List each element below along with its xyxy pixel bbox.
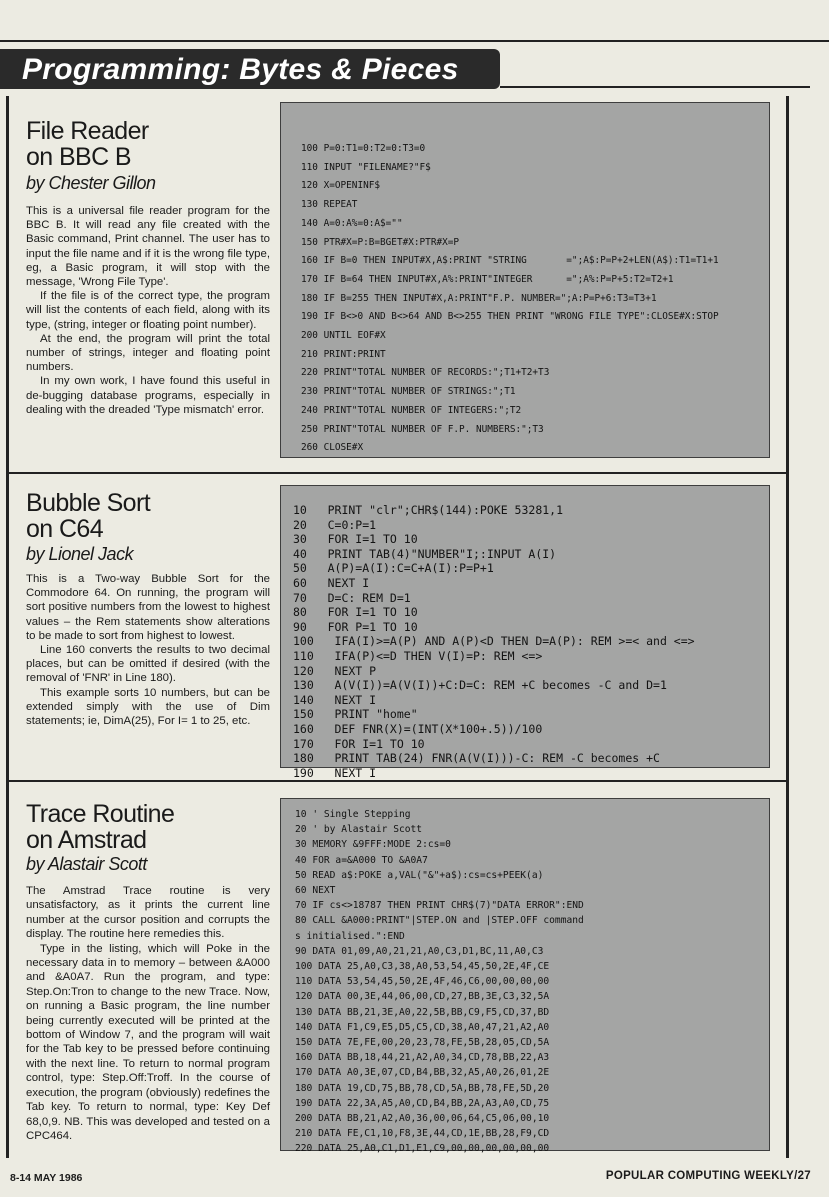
code-line: 130 A(V(I))=A(V(I))+C:D=C: REM +C becomes -C and D=1: [293, 678, 667, 693]
code-listing: [280, 485, 770, 780]
code-listing: [280, 102, 770, 458]
code-line: 20 C=0:P=1: [293, 517, 377, 532]
code-line: 100 P=0:T1=0:T2=0:T3=0: [301, 143, 426, 154]
code-line: 70 D=C: REM D=1: [293, 590, 411, 605]
banner-title: Programming: Bytes & Pieces: [22, 53, 459, 86]
code-line: 150 PTR#X=P:B=BGET#X:PTR#X=P: [301, 236, 460, 248]
issue-date: 8-14 MAY 1986: [10, 1172, 83, 1184]
code-line: 60 NEXT: [295, 885, 336, 897]
article-trace-routine: [14, 782, 784, 1158]
code-line: 190 NEXT I: [293, 765, 377, 780]
code-line: 230 PRINT"TOTAL NUMBER OF STRINGS:";T1: [301, 386, 516, 398]
code-line: 30 MEMORY &9FFF:MODE 2:cs=0: [295, 839, 451, 851]
page-folio: POPULAR COMPUTING WEEKLY/27: [605, 1170, 811, 1182]
code-line: 180 PRINT TAB(24) FNR(A(V(I)))-C: REM -C becomes +C: [293, 751, 660, 766]
article-title: [26, 490, 276, 542]
code-line: 140 NEXT I: [293, 692, 377, 707]
code-line: 140 A=0:A%=0:A$="": [301, 217, 403, 229]
code-line: 190 DATA 22,3A,A5,A0,CD,B4,BB,2A,A3,A0,CD,75: [295, 1097, 550, 1109]
title-line: Bubble Sort: [26, 489, 151, 517]
code-line: 120 NEXT P: [293, 663, 377, 678]
title-line: on C64: [26, 515, 104, 543]
code-line: 130 REPEAT: [301, 199, 358, 211]
code-line: 210 PRINT:PRINT: [301, 348, 386, 360]
code-line: 210 DATA FE,C1,10,F8,3E,44,CD,1E,BB,28,F9,CD: [295, 1128, 550, 1140]
body-paragraph: In my own work, I have found this useful in de-bugging database programs, especially in dealing with the dreaded 'Type mismatch' error.: [26, 375, 270, 416]
code-line: 90 DATA 01,09,A0,21,21,A0,C3,D1,BC,11,A0,C3: [295, 945, 544, 957]
code-line: 190 IF B<>0 AND B<>64 AND B<>255 THEN PRINT "WRONG FILE TYPE":CLOSE#X:STOP: [301, 311, 719, 323]
code-line: 260 CLOSE#X: [301, 442, 364, 454]
body-paragraph: This is a universal file reader program for the BBC B. It will read any file created with the Basic command, Print channel. The user has to input the file name and if it is the wrong file type, eg, a Basic program, it will stop with the message, 'Wrong File Type'.: [26, 205, 270, 289]
article-byline: by Alastair Scott: [26, 854, 147, 874]
code-line: 160 IF B=0 THEN INPUT#X,A$:PRINT "STRING =";A$:P=P+2+LEN(A$):T1=T1+1: [301, 255, 719, 267]
top-rule: [0, 40, 829, 42]
article-title: [26, 801, 276, 853]
title-line: on Amstrad: [26, 826, 147, 854]
body-paragraph: At the end, the program will print the total number of strings, integer and floating point numbers.: [26, 332, 270, 374]
code-line: 80 CALL &A000:PRINT"|STEP.ON and |STEP.OFF command: [295, 915, 584, 927]
article-byline: by Chester Gillon: [26, 173, 156, 193]
article-file-reader: [14, 96, 784, 472]
code-line: 220 PRINT"TOTAL NUMBER OF RECORDS:";T1+T2+T3: [301, 367, 550, 379]
article-body: [26, 204, 270, 417]
code-line: s initialised.":END: [295, 930, 405, 942]
code-line: 160 DEF FNR(X)=(INT(X*100+.5))/100: [293, 721, 543, 736]
code-line: 220 DATA 25,A0,C1,D1,E1,C9,00,00,00,00,00,00: [295, 1143, 550, 1155]
code-line: 10 ' Single Stepping: [295, 809, 411, 820]
code-line: 130 DATA BB,21,3E,A0,22,5B,BB,C9,F5,CD,37,BD: [295, 1006, 550, 1018]
code-line: 40 PRINT TAB(4)"NUMBER"I;:INPUT A(I): [293, 546, 557, 561]
code-line: 50 READ a$:POKE a,VAL("&"+a$):cs=cs+PEEK(a): [295, 869, 544, 881]
article-byline: by Lionel Jack: [26, 544, 134, 564]
code-line: 180 DATA 19,CD,75,BB,78,CD,5A,BB,78,FE,5D,20: [295, 1082, 550, 1094]
banner-rule: [500, 86, 810, 88]
title-line: File Reader: [26, 117, 149, 145]
code-line: 180 IF B=255 THEN INPUT#X,A:PRINT"F.P. NUMBER=";A:P=P+6:T3=T3+1: [301, 292, 657, 304]
code-line: 200 UNTIL EOF#X: [301, 330, 386, 342]
code-line: 110 IFA(P)<=D THEN V(I)=P: REM <=>: [293, 648, 543, 663]
right-border: [786, 96, 789, 1158]
code-line: 240 PRINT"TOTAL NUMBER OF INTEGERS:";T2: [301, 404, 522, 416]
body-paragraph: Line 160 converts the results to two decimal places, but can be omitted if desired (with the removal of 'FNR' in Line 180).: [26, 644, 270, 685]
code-line: 40 FOR a=&A000 TO &A0A7: [295, 854, 428, 866]
body-paragraph: The Amstrad Trace routine is very unsatisfactory, as it prints the current line number at the cursor position and corrupts the display. The routine here remedies this.: [26, 885, 270, 941]
code-line: 160 DATA BB,18,44,21,A2,A0,34,CD,78,BB,22,A3: [295, 1052, 550, 1064]
code-line: 170 DATA A0,3E,07,CD,B4,BB,32,A5,A0,26,01,2E: [295, 1067, 550, 1079]
code-line: 250 PRINT"TOTAL NUMBER OF F.P. NUMBERS:";T3: [301, 423, 544, 435]
code-line: 70 IF cs<>18787 THEN PRINT CHR$(7)"DATA ERROR":END: [295, 900, 584, 912]
code-line: 110 INPUT "FILENAME?"F$: [301, 161, 431, 173]
code-line: 170 FOR I=1 TO 10: [293, 736, 425, 751]
article-body: [26, 884, 270, 1143]
code-line: 200 DATA BB,21,A2,A0,36,00,06,64,C5,06,00,10: [295, 1113, 550, 1125]
body-paragraph: This example sorts 10 numbers, but can be extended simply with the use of Dim statements; ie, DimA(25), For I= 1 to 25, etc.: [26, 686, 270, 728]
code-line: 150 PRINT "home": [293, 707, 418, 722]
code-line: 90 FOR P=1 TO 10: [293, 619, 418, 634]
code-line: 50 A(P)=A(I):C=C+A(I):P=P+1: [293, 561, 494, 576]
code-line: 140 DATA F1,C9,E5,D5,C5,CD,38,A0,47,21,A2,A0: [295, 1021, 550, 1033]
code-line: 120 X=OPENINF$: [301, 180, 381, 192]
code-line: 10 PRINT "clr";CHR$(144):POKE 53281,1: [293, 503, 564, 517]
code-line: 30 FOR I=1 TO 10: [293, 532, 418, 547]
body-paragraph: This is a Two-way Bubble Sort for the Commodore 64. On running, the program will sort positive numbers from the lowest to highest values – the Rem statements show alterations to be made to sort from highest to lowest.: [26, 573, 270, 642]
code-line: 80 FOR I=1 TO 10: [293, 605, 418, 620]
title-line: on BBC B: [26, 143, 131, 171]
code-line: 170 IF B=64 THEN INPUT#X,A%:PRINT"INTEGER =";A%:P=P+5:T2=T2+1: [301, 273, 674, 285]
section-banner: [0, 49, 500, 89]
code-line: 20 ' by Alastair Scott: [295, 824, 423, 836]
article-bubble-sort: [14, 474, 784, 780]
code-line: 110 DATA 53,54,45,50,2E,4F,46,C6,00,00,00,00: [295, 976, 550, 988]
code-listing: [280, 798, 770, 1155]
body-paragraph: Type in the listing, which will Poke in the necessary data in to memory – between &A000 and &A0A7. Run the program, and type: Step.On:Tron to change to the new Trace. Now, on running a Basic program, the line number being currently executed will be printed at the bottom of Window 7, and the program will wait for the Tab key to be pressed before continuing with the next line. To return to normal program control, type: Step.Off:Troff. In the course of execution, the program (obviously) redefines the Tab key. To return to normal, type: Key Def 68,0,9. NB. This was developed and tested on a CPC464.: [26, 942, 270, 1142]
article-title: [26, 118, 276, 170]
article-body: [26, 572, 270, 728]
body-paragraph: If the file is of the correct type, the program will list the contents of each field, along with its type, (string, integer or floating point number).: [26, 290, 270, 331]
code-line: 150 DATA 7E,FE,00,20,23,78,FE,5B,28,05,CD,5A: [295, 1037, 550, 1049]
title-line: Trace Routine: [26, 800, 175, 828]
code-line: 60 NEXT I: [293, 575, 370, 590]
code-line: 120 DATA 00,3E,44,06,00,CD,27,BB,3E,C3,32,5A: [295, 991, 550, 1003]
left-border: [6, 96, 9, 1158]
code-line: 100 IFA(I)>=A(P) AND A(P)<D THEN D=A(P): REM >=< and <=>: [293, 634, 695, 649]
code-line: 100 DATA 25,A0,C3,38,A0,53,54,45,50,2E,4F,CE: [295, 961, 550, 973]
